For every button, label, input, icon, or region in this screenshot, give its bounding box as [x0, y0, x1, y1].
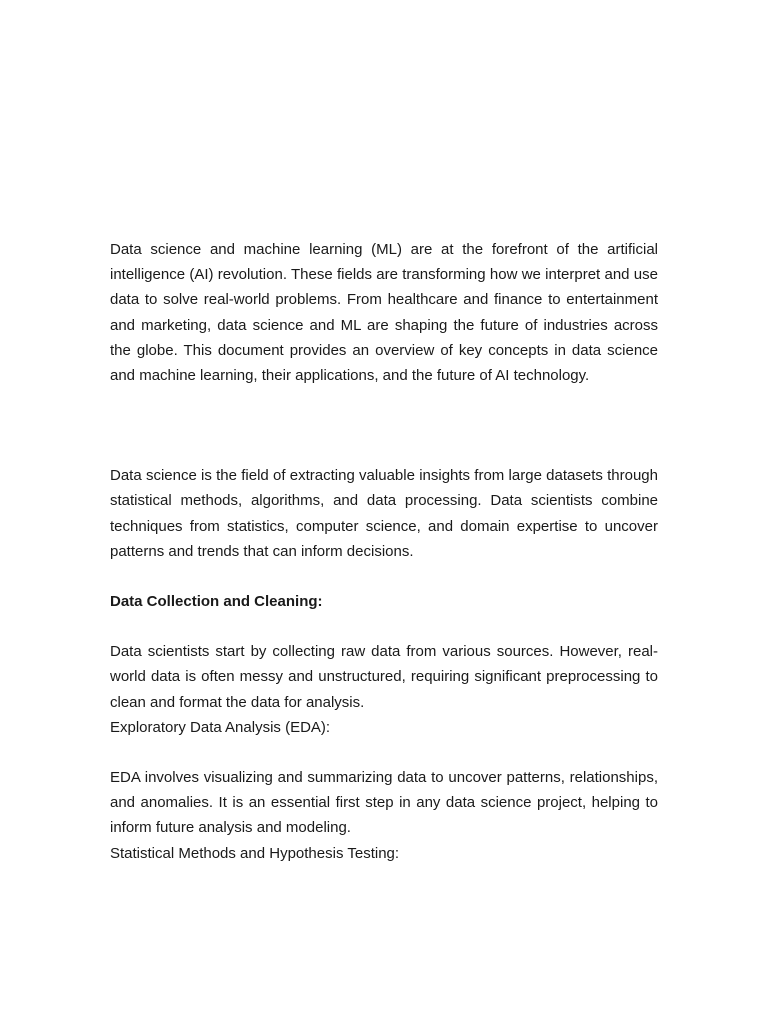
section-heading-eda: Exploratory Data Analysis (EDA): [110, 718, 331, 736]
document-body [110, 237, 658, 866]
section-heading-data-collection: Data Collection and Cleaning: [110, 593, 323, 611]
definition-paragraph: Data science is the field of extracting valuable insights from large datasets through statistical methods, algorithms, and data processing. Data scientists combine techniques from statistics, computer science, and domain expertise to uncover patterns and trends that can inform decisions. [110, 467, 658, 560]
paragraph-spacer [110, 740, 658, 765]
intro-paragraph: Data science and machine learning (ML) are at the forefront of the artificial intelligence (AI) revolution. These fields are transforming how we interpret and use data to solve real-world problems. From healthcare and finance to entertainment and marketing, data science and ML are shaping the future of industries across the globe. This document provides an overview of key concepts in data science and machine learning, their applications, and the future of AI technology. [110, 241, 658, 385]
paragraph-spacer [110, 388, 658, 438]
paragraph-spacer [110, 438, 658, 463]
section-body-eda: EDA involves visualizing and summarizing data to uncover patterns, relationships, and anomalies. It is an essential first step in any data science project, helping to inform future analysis and modeling. [110, 769, 658, 837]
paragraph-spacer [110, 614, 658, 639]
section-body-data-collection: Data scientists start by collecting raw data from various sources. However, real-world data is often messy and unstructured, requiring significant preprocessing to clean and format the data for analysis. [110, 643, 658, 711]
section-heading-statistical-methods: Statistical Methods and Hypothesis Testing: [110, 844, 400, 862]
paragraph-spacer [110, 564, 658, 589]
